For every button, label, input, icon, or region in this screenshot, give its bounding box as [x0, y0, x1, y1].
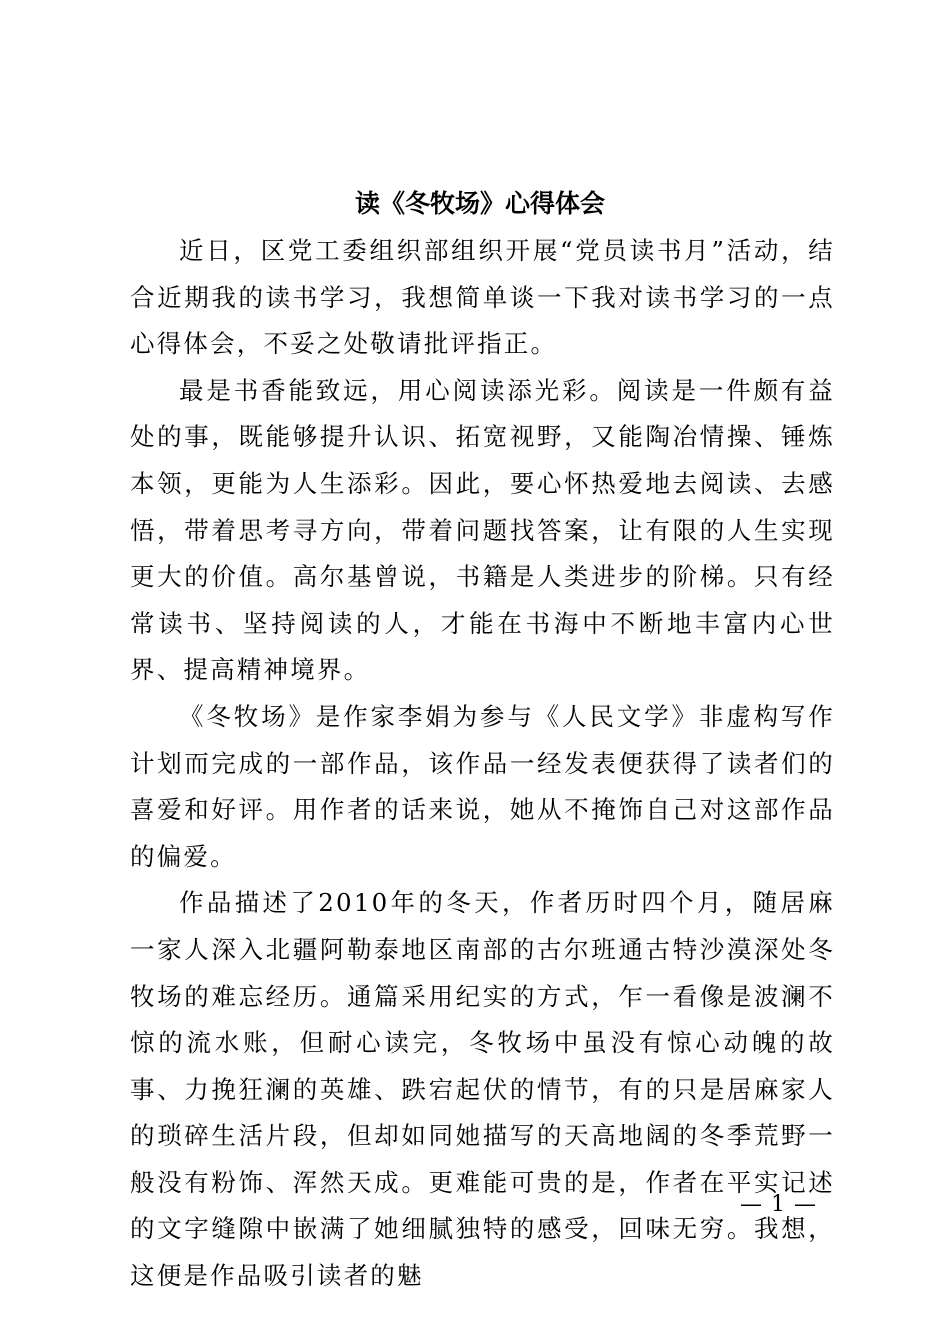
- paragraph-reading-value: 最是书香能致远，用心阅读添光彩。阅读是一件颇有益处的事，既能够提升认识、拓宽视野，又能陶冶情操、锤炼本领，更能为人生添彩。因此，要心怀热爱地去阅读、去感悟，带着思考寻方向，带着问题找答案，让有限的人生实现更大的价值。高尔基曾说，书籍是人类进步的阶梯。只有经常读书、坚持阅读的人，才能在书海中不断地丰富内心世界、提高精神境界。: [130, 375, 835, 685]
- document-title: 读《冬牧场》心得体会: [354, 189, 605, 218]
- page-number: — 1 —: [740, 1192, 817, 1217]
- paragraph-intro: 近日，区党工委组织部组织开展“党员读书月”活动，结合近期我的读书学习，我想简单谈一下我对读书学习的一点心得体会，不妥之处敬请批评指正。: [130, 236, 835, 359]
- paragraph-book-content: 作品描述了2010年的冬天，作者历时四个月，随居麻一家人深入北疆阿勒泰地区南部的古尔班通古特沙漠深处冬牧场的难忘经历。通篇采用纪实的方式，乍一看像是波澜不惊的流水账，但耐心读完，冬牧场中虽没有惊心动魄的故事、力挽狂澜的英雄、跌宕起伏的情节，有的只是居麻家人的琐碎生活片段，但却如同她描写的天高地阔的冬季荒野一般没有粉饰、浑然天成。更难能可贵的是，作者在平实记述的文字缝隙中嵌满了她细腻独特的感受，回味无穷。我想，这便是作品吸引读者的魅: [130, 888, 835, 1291]
- paragraph-book-intro: 《冬牧场》是作家李娟为参与《人民文学》非虚构写作计划而完成的一部作品，该作品一经发表便获得了读者们的喜爱和好评。用作者的话来说，她从不掩饰自己对这部作品的偏爱。: [130, 701, 835, 871]
- document-body: [130, 228, 835, 1300]
